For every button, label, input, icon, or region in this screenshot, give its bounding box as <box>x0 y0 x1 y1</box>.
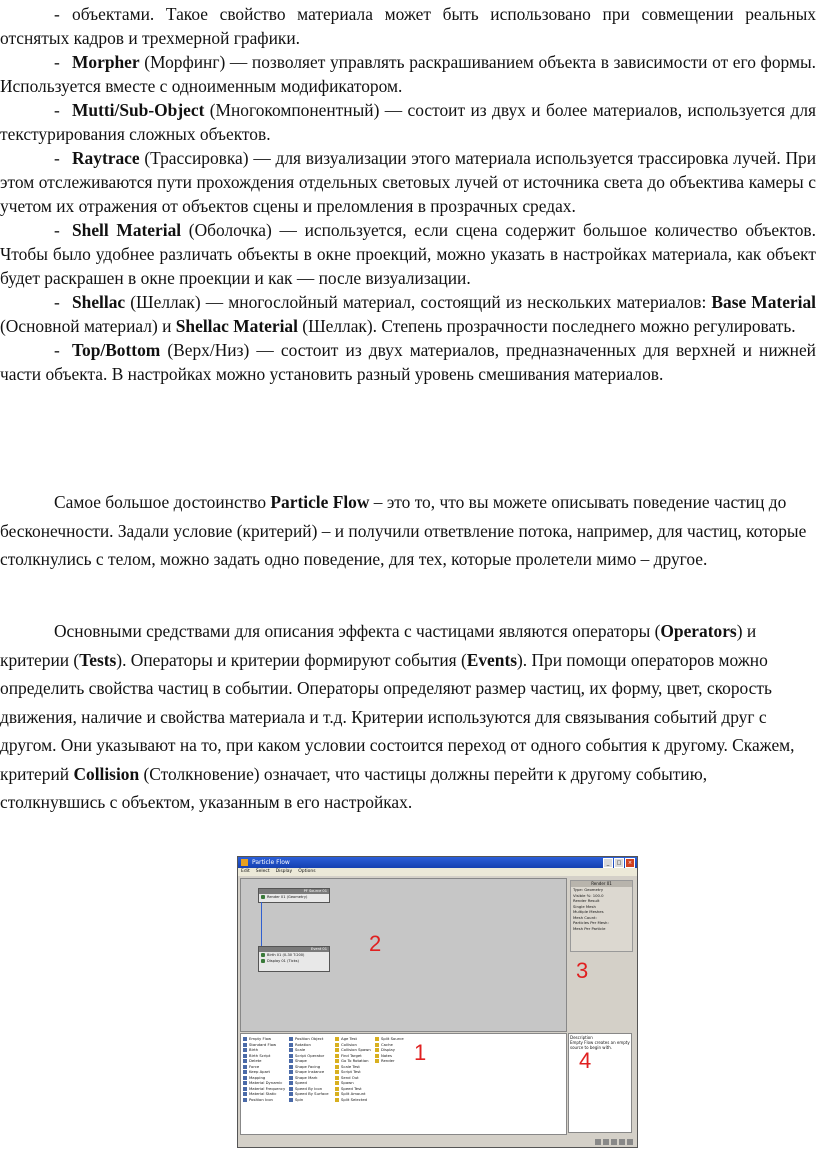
window-menubar <box>238 868 637 876</box>
list-item: - Top/Bottom (Верх/Низ) — состоит из двух материалов, предназначенных для верхней и нижней части объекта. В настройках можно установить разный уровень смешивания материалов. <box>0 340 816 384</box>
event-display <box>240 878 567 1032</box>
paragraph-particle-flow: Самое большое достоинство Particle Flow – это то, что вы можете описывать поведение частиц до бесконечности. Задали условие (критерий) – и получили ответвление потока, например, для частиц, которые столкнулись с телом, можно задать одно поведение, для тех, которые пролетели мимо – другое. <box>0 492 807 569</box>
depot-panel: Empty Flow Standard Flow Birth Birth Script Delete Force Keep Apart Mapping Material Dynamic Material Frequency Material Static Position Icon Position Object Rotation Scale Script Operator Shape Shape Facing Shape Instance Shape Mark Speed Speed By Icon Speed By Surface Spin Age Test Collision Collision Spawn Find Target Go To Rotation Scale Test Script Test Send Out Spawn Speed Test Split Amount Split Selected Split Source Cache Display Notes Render 1 <box>240 1033 567 1135</box>
list-item: - Shell Material (Оболочка) — используется, если сцена содержит большое количество объектов. Чтобы было удобнее различать объекты в окне проекций, можно указать в настройках материала, как объект будет раскрашен в окне проекции и как — после визуализации. <box>0 220 816 288</box>
no-zoom-icon <box>627 1139 633 1145</box>
list-item: - Shellac (Шеллак) — многослойный материал, состоящий из нескольких материалов: Base Material (Основной материал) и Shellac Material (Шеллак). Степень прозрачности последнего можно регулировать. <box>0 292 816 336</box>
zoom-icon <box>603 1139 609 1145</box>
particle-flow-screenshot <box>237 856 638 1148</box>
zoom-extents-icon <box>619 1139 625 1145</box>
list-item: - объектами. Такое свойство материала может быть использовано при совмещении реальных отснятых кадров и трехмерной графики. <box>0 4 816 48</box>
material-list <box>0 2 816 386</box>
wire <box>261 902 262 950</box>
app-icon <box>241 859 248 866</box>
menu-select: Select <box>255 869 270 874</box>
description-panel: Description Empty Flow creates an empty source to begin with. 4 <box>568 1033 632 1133</box>
paragraph-operators: Основными средствами для описания эффекта с частицами являются операторы (Operators) и критерии (Tests). Операторы и критерии формируют события (Events). При помощи операторов можно определить свойства частиц в событии. Операторы определяют размер частиц, их форму, цвет, скорость движения, наличие и свойства материала и т.д. Критерии используются для связывания событий друг с другом. Они указывают на то, при каком условии состоится переход от одного события к другому. Скажем, критерий Collision (Столкновение) означает, что частицы должны перейти к другому событию, столкнувшись с объектом, указанным в его настройках. <box>0 621 795 812</box>
list-item: - Raytrace (Трассировка) — для визуализации этого материала используется трассировка лучей. При этом отслеживаются пути прохождения отдельных световых лучей от источника света до объектива камеры с учетом их отражения от объектов сцены и преломления в прозрачных средах. <box>0 148 816 216</box>
parameters-panel: Render 01 Type: Geometry Visible %: 100.0 Render Result Single Mesh Multiple Meshes Mesh Count: Particles Per Mesh: Mesh Per Particle 3 <box>568 878 634 1030</box>
callout-3: 3 <box>576 958 589 983</box>
maximize-icon: □ <box>614 858 624 868</box>
menu-edit: Edit <box>241 869 250 874</box>
menu-options: Options <box>298 869 316 874</box>
menu-display: Display <box>275 869 293 874</box>
zoom-region-icon <box>611 1139 617 1145</box>
close-icon: × <box>625 858 635 868</box>
list-item: - Mutti/Sub-Object (Многокомпонентный) — состоит из двух и более материалов, используется для текстурирования сложных объектов. <box>0 100 816 144</box>
callout-1: 1 <box>414 1040 427 1065</box>
viewport-controls <box>595 1139 633 1145</box>
event-01: Event 01 Birth 01 (0-30 T:200) Display 01 (Ticks) <box>258 946 330 972</box>
window-titlebar: Particle Flow _ □ × <box>238 857 637 868</box>
callout-2: 2 <box>369 931 382 956</box>
minimize-icon: _ <box>603 858 613 868</box>
callout-4: 4 <box>579 1048 592 1073</box>
event-source: PF Source 01 Render 01 (Geometry) <box>258 888 330 903</box>
pan-icon <box>595 1139 601 1145</box>
list-item: - Morpher (Морфинг) — позволяет управлять раскрашиванием объекта в зависимости от его формы. Используется вместе с одноименным модификатором. <box>0 52 816 96</box>
